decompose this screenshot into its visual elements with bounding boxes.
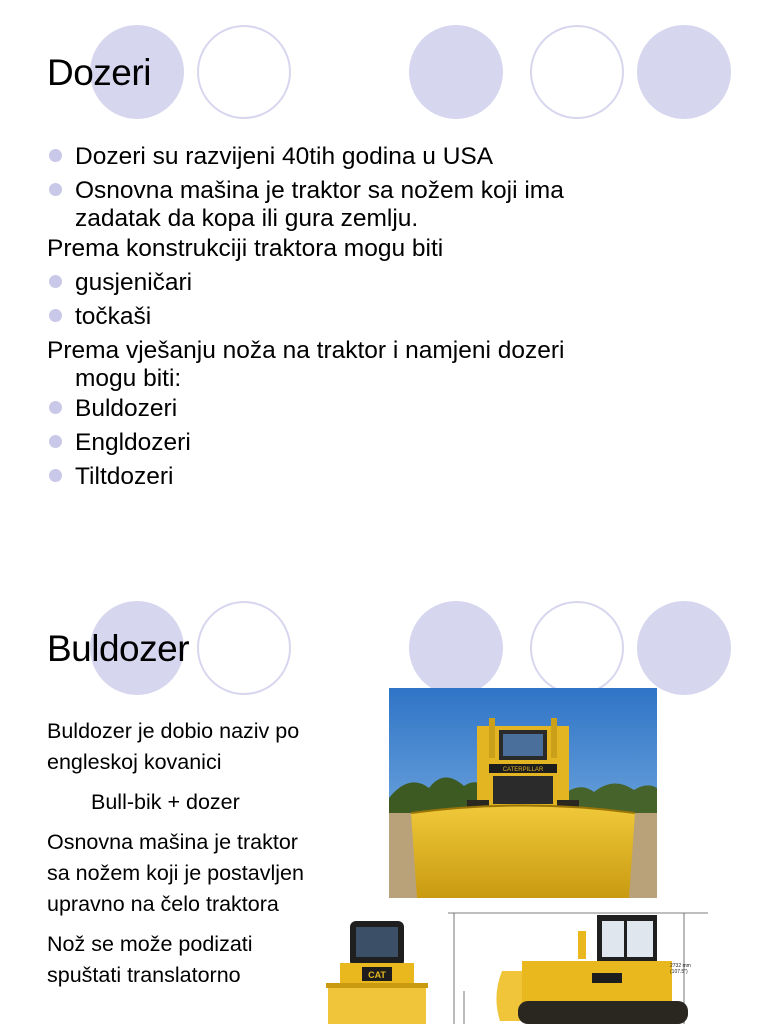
dimension-label: 2732 mm (670, 963, 691, 969)
bulldozer-spec-drawing (322, 911, 708, 1024)
line-text: Prema vješanju noža na traktor i namjeni dozeri (47, 337, 565, 364)
bulldozer-photo-illustration (389, 688, 657, 898)
cat-logo: CAT (368, 970, 386, 980)
decor-circle (530, 25, 624, 119)
slide-buldozer (0, 576, 768, 1024)
decor-circle (197, 601, 291, 695)
line-text: točkaši (75, 303, 152, 330)
slide-body (47, 716, 317, 1000)
line-text: Dozeri su razvijeni 40tih godina u USA (75, 143, 494, 170)
line-text: Buldozeri (75, 395, 178, 422)
slide-title: Dozeri (47, 52, 151, 93)
dimension-label: (107.5") (670, 969, 688, 975)
spec-drawing-illustration (322, 911, 708, 1024)
paragraph: Bull-bik + dozer (91, 790, 240, 814)
line-text: Prema konstrukciji traktora mogu biti (47, 235, 444, 262)
line-text: Tiltdozeri (75, 463, 174, 490)
slide-body (47, 140, 747, 494)
decor-circle (197, 25, 291, 119)
decor-circle (637, 601, 731, 695)
paragraph: Osnovna mašina je traktor sa nožem koji je postavljen upravno na čelo traktora (47, 830, 304, 916)
decor-circle (637, 25, 731, 119)
line-text: Osnovna mašina je traktor sa nožem koji ima (75, 177, 564, 204)
paragraph: Nož se može podizati spuštati translatorno (47, 932, 253, 987)
text-line (47, 334, 747, 392)
decor-circle (409, 601, 503, 695)
bullet-item (47, 266, 747, 300)
line-text-continued: mogu biti: (75, 365, 182, 392)
line-text: gusjeničari (75, 269, 193, 296)
text-line (47, 232, 747, 266)
brand-label: CATERPILLAR (502, 767, 544, 773)
line-text: Engldozeri (75, 429, 191, 456)
line-text-continued: zadatak da kopa ili gura zemlju. (75, 205, 419, 232)
bullet-item (47, 300, 747, 334)
bullet-item (47, 140, 747, 174)
bullet-item (47, 460, 747, 494)
bulldozer-photo (389, 688, 657, 898)
bullet-item (47, 426, 747, 460)
decor-circle (530, 601, 624, 695)
slide-title: Buldozer (47, 628, 190, 669)
decor-circle (409, 25, 503, 119)
paragraph: Buldozer je dobio naziv po engleskoj kovanici (47, 719, 300, 774)
bullet-item (47, 392, 747, 426)
bullet-item (47, 174, 747, 232)
